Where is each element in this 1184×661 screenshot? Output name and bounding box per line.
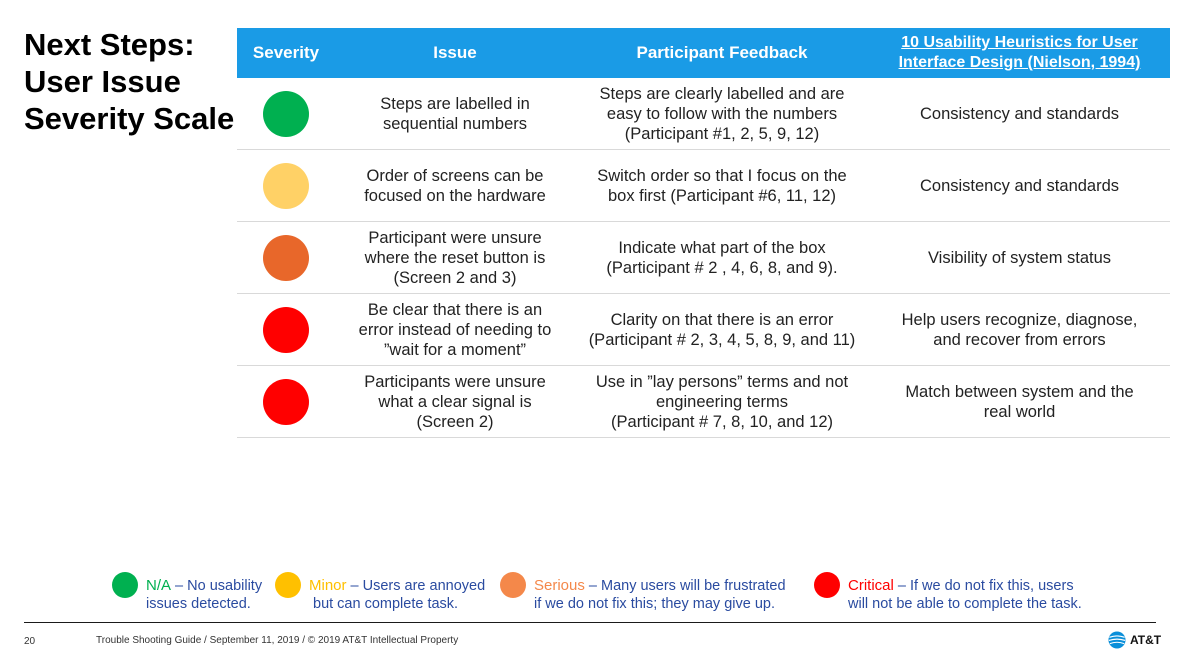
heuristic-cell bbox=[869, 78, 1170, 150]
table-row bbox=[237, 150, 1170, 222]
header-issue: Issue bbox=[335, 28, 575, 78]
issue-cell bbox=[335, 150, 575, 222]
severity-legend bbox=[112, 571, 1112, 615]
heuristic-cell bbox=[869, 366, 1170, 438]
legend-dash: – bbox=[346, 578, 363, 594]
heuristic-cell-line: Consistency and standards bbox=[919, 176, 1120, 195]
heuristic-cell-line: Visibility of system status bbox=[927, 248, 1112, 267]
heuristic-cell-line: Consistency and standards bbox=[919, 104, 1120, 123]
feedback-cell-line: (Participant # 7, 8, 10, and 12) bbox=[611, 412, 833, 431]
feedback-cell-line: Use in ”lay persons” terms and not bbox=[595, 372, 849, 391]
legend-line-2: if we do not fix this; they may give up. bbox=[534, 596, 775, 612]
table-row bbox=[237, 78, 1170, 150]
feedback-cell-line: Steps are clearly labelled and are bbox=[599, 84, 845, 103]
severity-cell bbox=[237, 78, 335, 150]
legend-dot-yellow-icon bbox=[275, 572, 301, 598]
issue-cell-line: Participants were unsure bbox=[364, 372, 546, 391]
legend-dot-orange-icon bbox=[500, 572, 526, 598]
feedback-cell-line: (Participant # 2 , 4, 6, 8, and 9). bbox=[606, 258, 838, 277]
feedback-cell-line: box first (Participant #6, 11, 12) bbox=[607, 186, 837, 205]
legend-dot-red-icon bbox=[814, 572, 840, 598]
legend-label: Minor bbox=[309, 577, 347, 594]
heuristic-cell bbox=[869, 294, 1170, 366]
severity-dot-icon bbox=[263, 307, 309, 353]
issue-cell-line: (Screen 2 and 3) bbox=[393, 268, 517, 287]
legend-dot-green-icon bbox=[112, 572, 138, 598]
legend-line-1: Many users will be frustrated bbox=[600, 578, 786, 594]
legend-line-1: Users are annoyed bbox=[362, 578, 486, 594]
heuristic-cell bbox=[869, 150, 1170, 222]
legend-line-1: If we do not fix this, users bbox=[909, 578, 1074, 594]
feedback-cell bbox=[575, 294, 869, 366]
heuristics-link[interactable] bbox=[899, 33, 1141, 73]
severity-cell bbox=[237, 294, 335, 366]
legend-line-1: No usability bbox=[187, 578, 263, 594]
feedback-cell-line: Clarity on that there is an error bbox=[610, 310, 834, 329]
globe-icon bbox=[1108, 631, 1126, 649]
table-row bbox=[237, 366, 1170, 438]
logo-text: AT&T bbox=[1130, 633, 1162, 647]
table-row bbox=[237, 222, 1170, 294]
heuristic-cell bbox=[869, 222, 1170, 294]
heuristic-cell-line: real world bbox=[983, 402, 1056, 421]
severity-dot-icon bbox=[263, 91, 309, 137]
issue-cell-line: what a clear signal is bbox=[378, 392, 532, 411]
feedback-cell-line: (Participant #1, 2, 5, 9, 12) bbox=[624, 124, 820, 143]
header-heuristics bbox=[869, 28, 1170, 78]
severity-cell bbox=[237, 222, 335, 294]
footer-text: Trouble Shooting Guide / September 11, 2019 / © 2019 AT&T Intellectual Property bbox=[96, 635, 459, 646]
heuristics-link-line-1: 10 Usability Heuristics for User bbox=[901, 34, 1138, 51]
title-line-3: Severity Scale bbox=[24, 101, 235, 136]
header-feedback: Participant Feedback bbox=[575, 28, 869, 78]
feedback-cell bbox=[575, 366, 869, 438]
legend-line-2: will not be able to complete the task. bbox=[848, 596, 1082, 612]
feedback-cell-line: engineering terms bbox=[655, 392, 789, 411]
header-severity: Severity bbox=[237, 28, 335, 78]
issue-cell-line: Steps are labelled in bbox=[380, 94, 530, 113]
issue-cell-line: Order of screens can be bbox=[366, 166, 544, 185]
heuristic-cell-line: Match between system and the bbox=[905, 382, 1134, 401]
legend-label: N/A bbox=[146, 577, 172, 594]
feedback-cell-line: Indicate what part of the box bbox=[618, 238, 826, 257]
severity-dot-icon bbox=[263, 235, 309, 281]
severity-dot-icon bbox=[263, 163, 309, 209]
severity-table bbox=[237, 28, 1170, 438]
table-row bbox=[237, 294, 1170, 366]
issue-cell-line: Be clear that there is an bbox=[367, 300, 543, 319]
issue-cell-line: where the reset button is bbox=[364, 248, 546, 267]
issue-cell-line: (Screen 2) bbox=[416, 412, 494, 431]
slide-title bbox=[24, 26, 234, 137]
footer-divider bbox=[24, 622, 1156, 623]
issue-cell-line: ”wait for a moment” bbox=[383, 340, 527, 359]
issue-cell bbox=[335, 294, 575, 366]
severity-cell bbox=[237, 366, 335, 438]
title-line-1: Next Steps: bbox=[24, 27, 195, 62]
table-header-row bbox=[237, 28, 1170, 78]
severity-cell bbox=[237, 150, 335, 222]
feedback-cell bbox=[575, 222, 869, 294]
page-number: 20 bbox=[24, 636, 36, 647]
legend-dash: – bbox=[584, 578, 601, 594]
issue-cell-line: error instead of needing to bbox=[358, 320, 552, 339]
legend-line-2: but can complete task. bbox=[313, 596, 459, 612]
issue-cell bbox=[335, 78, 575, 150]
legend-dash: – bbox=[893, 578, 910, 594]
heuristics-link-line-2: Interface Design (Nielson, 1994) bbox=[898, 54, 1141, 71]
legend-label: Serious bbox=[534, 577, 585, 594]
legend-dash: – bbox=[171, 578, 188, 594]
issue-cell-line: Participant were unsure bbox=[368, 228, 542, 247]
feedback-cell bbox=[575, 150, 869, 222]
feedback-cell-line: (Participant # 2, 3, 4, 5, 8, 9, and 11) bbox=[588, 330, 856, 349]
legend-label: Critical bbox=[848, 577, 894, 594]
issue-cell-line: focused on the hardware bbox=[364, 186, 546, 205]
title-line-2: User Issue bbox=[24, 64, 181, 99]
heuristic-cell-line: and recover from errors bbox=[933, 330, 1106, 349]
feedback-cell bbox=[575, 78, 869, 150]
feedback-cell-line: easy to follow with the numbers bbox=[606, 104, 838, 123]
feedback-cell-line: Switch order so that I focus on the bbox=[597, 166, 847, 185]
legend-line-2: issues detected. bbox=[146, 596, 251, 612]
heuristic-cell-line: Help users recognize, diagnose, bbox=[901, 310, 1138, 329]
issue-cell bbox=[335, 366, 575, 438]
issue-cell-line: sequential numbers bbox=[382, 114, 527, 133]
severity-dot-icon bbox=[263, 379, 309, 425]
issue-cell bbox=[335, 222, 575, 294]
